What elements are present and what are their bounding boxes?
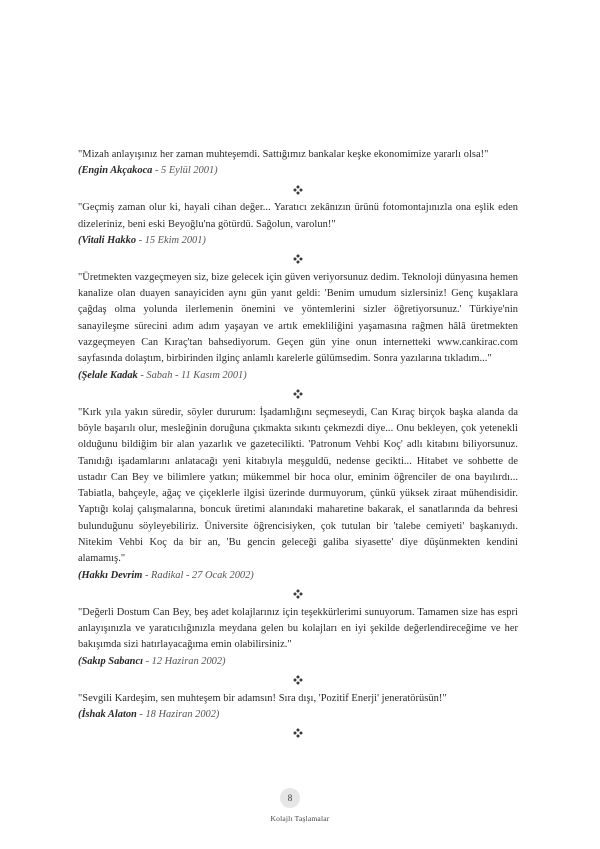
quote-text: "Mizah anlayışınız her zaman muhteşemdi. Sattığımız bankalar keşke ekonomimize yararlı olsa!" [78,149,489,160]
quote-source: - 12 Haziran 2002) [145,655,226,667]
section-separator [78,585,518,602]
book-title-footer: Kolajlı Taşlamalar [270,814,330,823]
quotes-column [78,147,518,744]
quote-source: - 15 Ekim 2001) [138,234,206,246]
quote-source: - 5 Eylül 2001) [154,165,218,177]
quote-author: (Vitali Hakko [78,234,137,246]
quote-author: (Engin Akçakoca [78,165,153,177]
quote-source: - 18 Haziran 2002) [139,708,220,720]
quote-text: "Geçmiş zaman olur ki, hayali cihan değer... Yaratıcı zekânızın ürünü fotomontajınızla ona eşlik eden dizeleriniz, beni eski Beyoğlu'na götürdü. Sağolun, varolun!" [78,202,518,230]
quote-text: "Üretmekten vazgeçmeyen siz, bize gelecek için güven veriyorsunuz dedim. Teknoloji dünyasına hemen kanalize olan duayen sanayiciden aynı gün yanıt geldi: 'Benim umudum sizlersiniz! Genç kuşaklara çağdaş olma yolunda ilerlemenin önemini ve yöntemlerini sizler öğretiyorsunuz.' Türkiye'nin sanayileşme sürecini adım adım yaşayan ve artık emekliliğini yaşamasına rağmen hâlâ üretmekten vazgeçmeyen Can Kıraç'tan bahsediyorum. Geçen gün yine onun internetteki www.cankirac.com sayfasında dolaştım, birbirinden ilginç anlamlı karelerle gülümsedim. Sonra yazılarına tıkladım..." [78,271,518,365]
quote-source: - Sabah - 11 Kasım 2001) [140,369,247,381]
quote-author: (Hakkı Devrim [78,569,143,581]
quote-author: (Şelale Kadak [78,369,138,381]
section-separator [78,671,518,688]
quote-block [78,147,518,179]
diamond-ornament-icon [293,728,303,738]
quote-attribution [78,163,518,179]
diamond-ornament-icon [293,389,303,399]
quote-block [78,200,518,249]
diamond-ornament-icon [293,675,303,685]
page-number: 8 [280,788,300,808]
quote-source: - Radikal - 27 Ocak 2002) [144,569,254,581]
section-separator [78,385,518,402]
quote-block [78,405,518,584]
quote-text: "Kırk yıla yakın süredir, söyler dururum: İşadamlığını seçmeseydi, Can Kıraç birçok başka alanda da böyle başarılı olur, mesleğinin doruğuna çıkmakta sıkıntı çekmezdi diye... Onu bekleyen, çok yetenekli olduğunu bildiğim bir alan yazarlık ve gazetecilikti. 'Patronum Vehbi Koç' adlı kitabını biliyorsunuz. Tanıdığı işadamlarını anlatacağı yeni kitabıyla meşguldü, nedense gecikti... Hitabet ve sohbette de ustadır Can Bey ve bilimlere yatkın; mükemmel bir hoca olur, eminim öğrenciler de ona bayılırdı... Tabiatla, bahçeyle, ağaç ve çiçeklerle ilgisi üzerinde durmuyorum, çünkü yüksek ziraat mühendisidir. Yaptığı kolaj çalışmalarına, boncuk üretimi alanındaki maharetine bakarak, el sanatlarında da behresi bulunduğunu söyleyebiliriz. Üniversite öğrencisiyken, çok tutulan bir 'talebe cemiyeti' başkanıydı. Nitekim Vehbi Koç da bir an, 'Bu gencin geleceği galiba siyasette' diye düşünmekten kendini alamamış." [78,406,518,565]
diamond-ornament-icon [293,589,303,599]
quote-attribution [78,368,518,384]
section-separator [78,724,518,741]
quote-block [78,691,518,723]
diamond-ornament-icon [293,254,303,264]
quote-attribution [78,707,518,723]
section-separator [78,250,518,267]
quote-text: "Değerli Dostum Can Bey, beş adet kolajlarınız için teşekkürlerimi sunuyorum. Tamamen size has espri anlayışınızla ve yaratıcılığınızla meydana gelen bu kolajları en iyi şekilde değerlendireceğime ve her bakışımda sizi hatırlayacağıma emin olabilirsiniz." [78,606,518,651]
quote-attribution [78,233,518,249]
quote-text: "Sevgili Kardeşim, sen muhteşem bir adamsın! Sıra dışı, 'Pozitif Enerji' jeneratörüsün!" [78,692,447,704]
quote-attribution [78,654,518,670]
quote-author: (İshak Alaton [78,708,137,720]
quote-block [78,270,518,384]
quote-block [78,605,518,670]
section-separator [78,180,518,197]
quote-attribution [78,568,518,584]
quote-author: (Sakıp Sabancı [78,655,143,667]
diamond-ornament-icon [293,185,303,195]
